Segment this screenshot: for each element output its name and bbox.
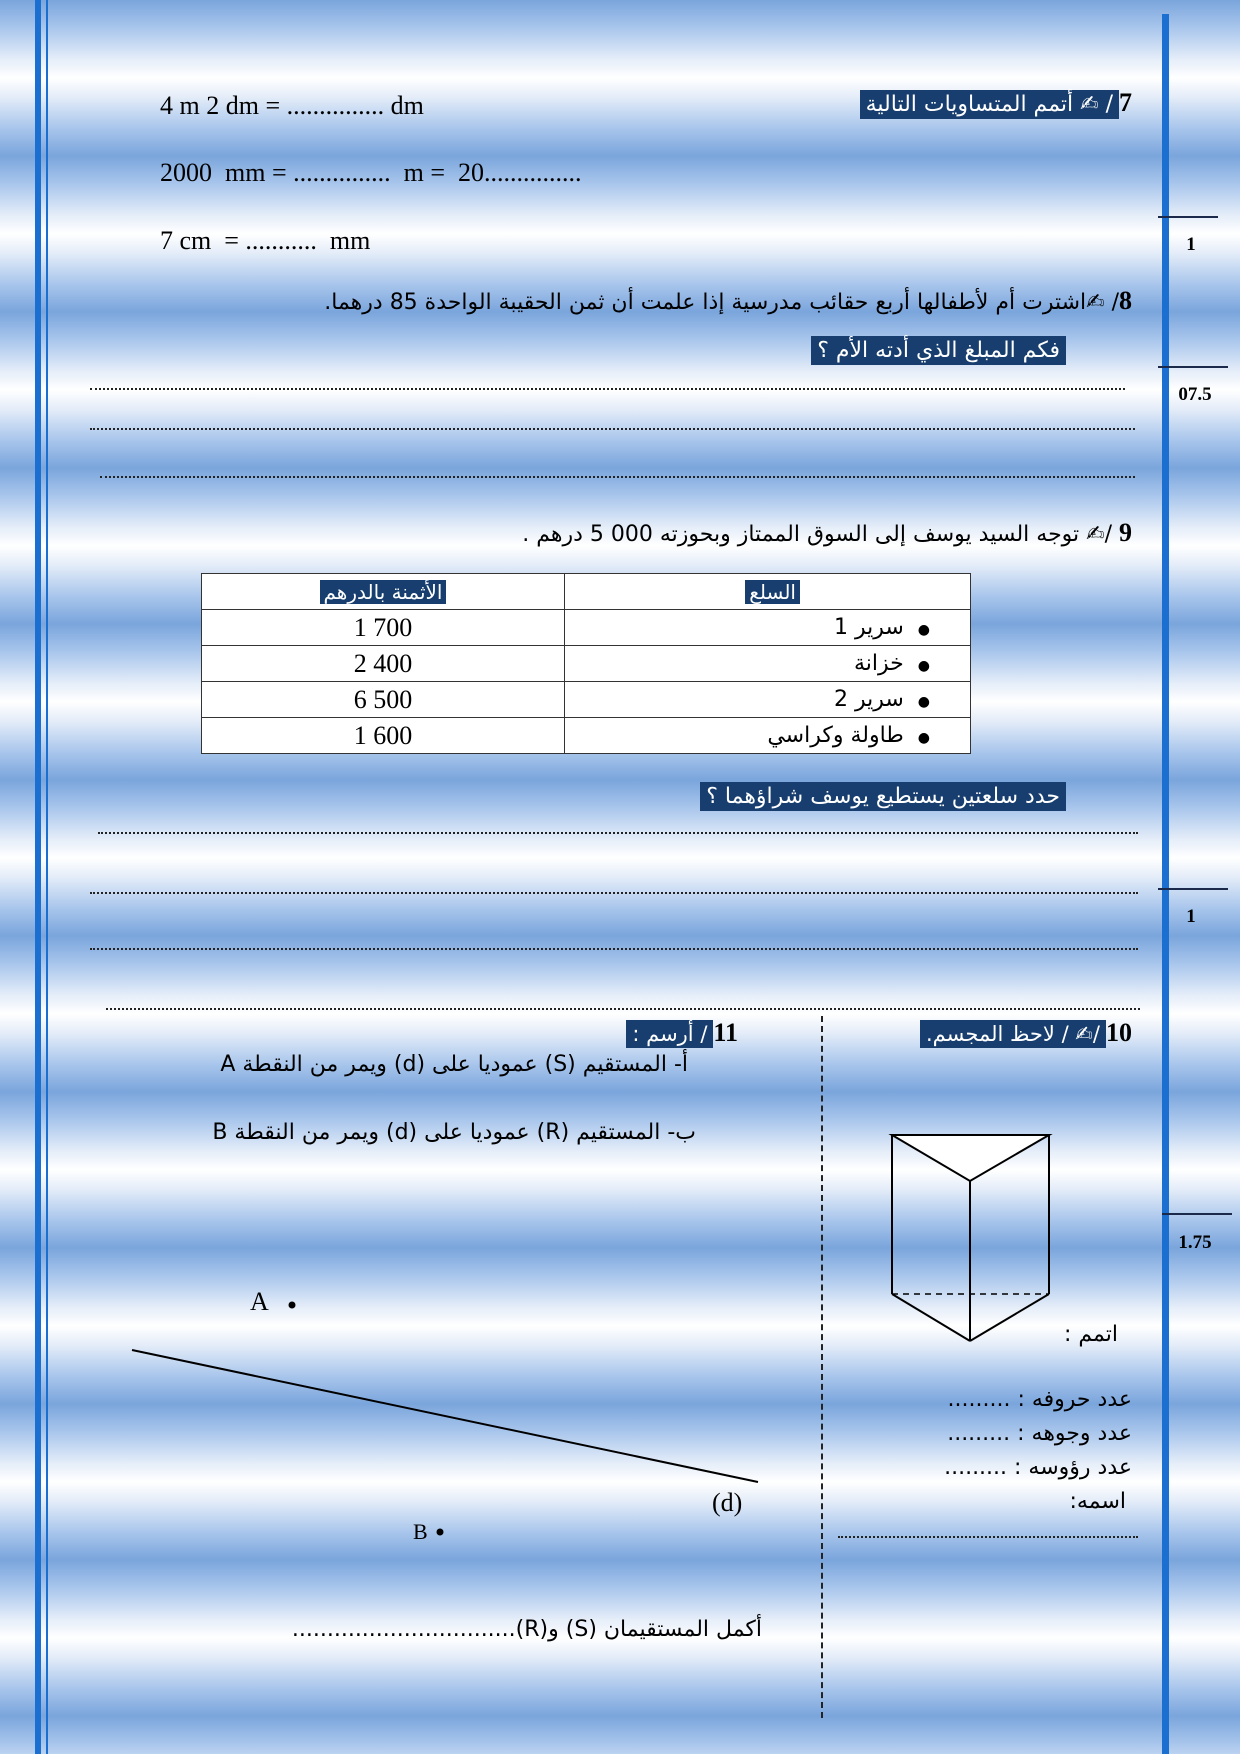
- prism-top-face: [892, 1135, 1049, 1181]
- score-q7: 1: [1186, 234, 1196, 255]
- price-cell: 2 400: [202, 646, 565, 682]
- line-d-label: (d): [712, 1488, 743, 1517]
- q11-instruction-a: أ- المستقيم (S) عموديا على (d) ويمر من النقطة A: [220, 1052, 688, 1077]
- q9-number: 9: [1119, 518, 1132, 547]
- answer-line[interactable]: [838, 1536, 1138, 1538]
- line-d: [132, 1350, 758, 1482]
- score-separator: [1158, 216, 1218, 218]
- answer-line[interactable]: [90, 948, 1138, 950]
- q11-complete[interactable]: أكمل المستقيمان (S) و(R)................................: [291, 1617, 762, 1642]
- price-cell: 1 700: [202, 610, 565, 646]
- pencil-icon: / ✍: [1073, 92, 1113, 117]
- table-row: [202, 646, 971, 682]
- q10-heading: [920, 1018, 1132, 1048]
- prism-edge: [892, 1294, 970, 1341]
- q7-title: أتمم المتساويات التالية: [865, 92, 1074, 117]
- q10-edges[interactable]: عدد حروفه : .........: [947, 1387, 1132, 1412]
- score-separator: [1158, 366, 1228, 368]
- q8-text: اشترت أم لأطفالها أربع حقائب مدرسية إذا علمت أن ثمن الحقيبة الواحدة 85 درهما.: [324, 290, 1087, 315]
- item-cell: ●سرير 2: [565, 682, 971, 718]
- point-a-dot: [289, 1302, 296, 1309]
- item-cell: ●سرير 1: [565, 610, 971, 646]
- table-row: [202, 610, 971, 646]
- pencil-icon: /✍: [1086, 522, 1119, 547]
- table-header-prices: الأثمنة بالدرهم: [202, 574, 565, 610]
- q10-name-label: اسمه:: [1069, 1489, 1126, 1514]
- q7-heading: [860, 88, 1132, 118]
- q11-instruction-b: ب- المستقيم (R) عموديا على (d) ويمر من النقطة B: [212, 1120, 696, 1145]
- point-a-label: A: [250, 1287, 269, 1316]
- left-margin-thin-bar: [46, 0, 48, 1754]
- score-q8: 07.5: [1178, 384, 1212, 405]
- answer-line[interactable]: [106, 1008, 1140, 1010]
- drawing-area[interactable]: [120, 1280, 780, 1540]
- score-separator: [1158, 888, 1228, 890]
- q11-heading: 11/ أرسم :: [626, 1018, 738, 1048]
- q7-number: 7: [1119, 88, 1132, 117]
- q10-title: لاحظ المجسم.: [926, 1022, 1055, 1046]
- table-header-goods: السلع: [565, 574, 971, 610]
- triangular-prism-figure: [880, 1125, 1060, 1345]
- q8-statement: [324, 286, 1132, 316]
- answer-line[interactable]: [90, 892, 1138, 894]
- q11-number: 11: [713, 1018, 738, 1047]
- answer-line[interactable]: [98, 832, 1138, 834]
- score-separator: [1162, 1213, 1232, 1215]
- answer-line[interactable]: [100, 476, 1135, 478]
- point-b-label: B: [413, 1519, 428, 1544]
- right-margin-bar: [1162, 14, 1169, 1754]
- q10-complete-label: اتمم :: [1063, 1322, 1118, 1347]
- answer-line[interactable]: [90, 428, 1135, 430]
- point-b-dot: [437, 1529, 444, 1536]
- score-q9: 1: [1186, 906, 1196, 927]
- answer-line[interactable]: [90, 388, 1125, 390]
- item-cell: ●خزانة: [565, 646, 971, 682]
- table-row: [202, 682, 971, 718]
- q10-number: 10: [1106, 1018, 1132, 1047]
- q11-title: أرسم :: [632, 1022, 694, 1046]
- q8-question: فكم المبلغ الذي أدته الأم ؟: [811, 336, 1066, 365]
- q7-equation-3: 7 cm = ........... mm: [160, 226, 371, 255]
- prices-table: [201, 573, 971, 754]
- q10-faces[interactable]: عدد وجوهه : .........: [947, 1421, 1132, 1446]
- pencil-icon: /✍ /: [1054, 1022, 1100, 1046]
- item-cell: ●طاولة وكراسي: [565, 718, 971, 754]
- score-q10-11: 1.75: [1178, 1232, 1212, 1253]
- q9-statement: [522, 518, 1132, 548]
- q7-equation-1: 4 m 2 dm = ............... dm: [160, 91, 424, 120]
- price-cell: 6 500: [202, 682, 565, 718]
- pencil-icon: / ✍: [1086, 290, 1119, 315]
- q10-vertices[interactable]: عدد رؤوسه : .........: [944, 1455, 1132, 1480]
- table-row: [202, 718, 971, 754]
- q8-number: 8: [1119, 286, 1132, 315]
- prism-edge: [970, 1294, 1049, 1341]
- column-divider: [821, 1016, 823, 1718]
- q9-text: توجه السيد يوسف إلى السوق الممتاز وبحوزته 000 5 درهم .: [522, 522, 1087, 547]
- q9-question: حدد سلعتين يستطيع يوسف شراؤهما ؟: [700, 782, 1066, 811]
- q7-equation-2: 2000 mm = ............... m = 20...............: [160, 158, 582, 187]
- left-margin-bar: [35, 0, 41, 1754]
- price-cell: 1 600: [202, 718, 565, 754]
